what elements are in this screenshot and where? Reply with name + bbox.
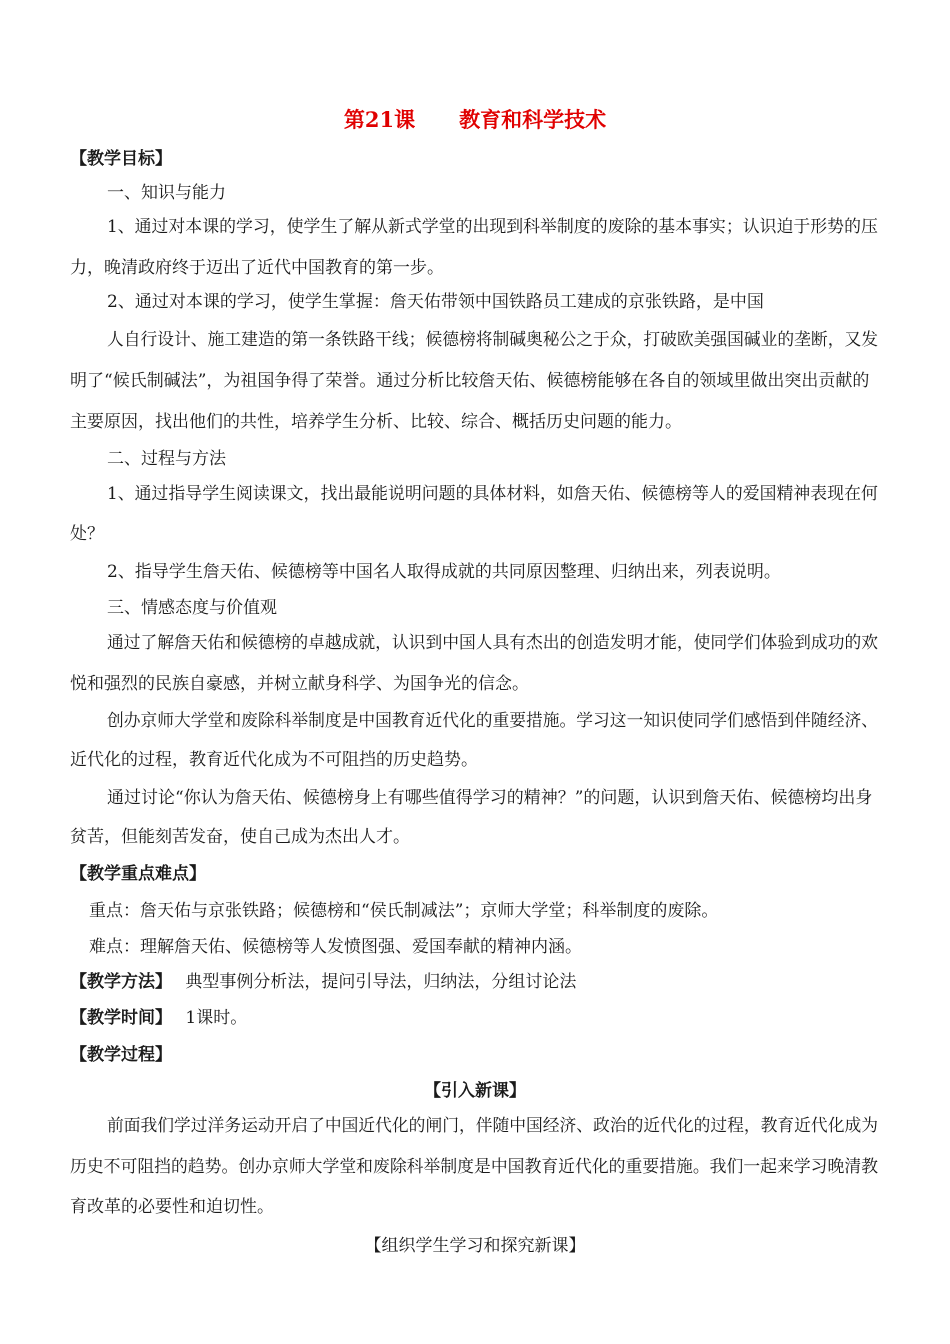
method-row	[70, 970, 576, 994]
paragraph-line: 2、指导学生詹天佑、候德榜等中国名人取得成就的共同原因整理、归纳出来，列表说明。	[107, 562, 781, 582]
time-heading: 【教学时间】	[70, 1008, 172, 1028]
lesson-subject: 教育和科学技术	[459, 107, 607, 132]
organize-heading: 【组织学生学习和探究新课】	[364, 1236, 586, 1256]
section-knowledge-heading: 一、知识与能力	[107, 183, 226, 203]
time-text: 1课时。	[185, 1008, 248, 1028]
lesson-title	[0, 106, 950, 134]
paragraph-line: 育改革的必要性和迫切性。	[70, 1197, 274, 1217]
time-row	[70, 1006, 247, 1030]
difficulty-text: 难点：理解詹天佑、候德榜等人发愤图强、爱国奉献的精神内涵。	[89, 937, 582, 957]
paragraph-line: 近代化的过程，教育近代化成为不可阻挡的历史趋势。	[70, 750, 478, 770]
paragraph-line: 前面我们学过洋务运动开启了中国近代化的闸门，伴随中国经济、政治的近代化的过程，教育近代化成为	[107, 1116, 878, 1136]
focus-text: 重点：詹天佑与京张铁路；候德榜和“侯氏制减法”；京师大学堂；科举制度的废除。	[89, 901, 719, 921]
paragraph-line: 2、通过对本课的学习，使学生掌握：詹天佑带领中国铁路员工建成的京张铁路，是中国	[107, 292, 764, 312]
method-heading: 【教学方法】	[70, 972, 172, 992]
key-points-heading: 【教学重点难点】	[70, 864, 206, 884]
lesson-number: 第21课	[343, 107, 416, 132]
paragraph-line: 处？	[70, 524, 104, 544]
objectives-heading: 【教学目标】	[70, 149, 172, 169]
paragraph-line: 贫苦，但能刻苦发奋，使自己成为杰出人才。	[70, 827, 410, 847]
section-values-heading: 三、情感态度与价值观	[107, 598, 277, 618]
paragraph-line: 主要原因，找出他们的共性，培养学生分析、比较、综合、概括历史问题的能力。	[70, 412, 682, 432]
paragraph-line: 历史不可阻挡的趋势。创办京师大学堂和废除科举制度是中国教育近代化的重要措施。我们一起来学习晚清教	[70, 1157, 879, 1177]
section-process-heading: 二、过程与方法	[107, 449, 226, 469]
paragraph-line: 1、通过指导学生阅读课文，找出最能说明问题的具体材料，如詹天佑、候德榜等人的爱国精神表现在何	[107, 484, 878, 504]
intro-heading: 【引入新课】	[424, 1081, 526, 1101]
process-heading: 【教学过程】	[70, 1045, 172, 1065]
paragraph-line: 悦和强烈的民族自豪感，并树立献身科学、为国争光的信念。	[70, 674, 529, 694]
method-text: 典型事例分析法，提问引导法，归纳法，分组讨论法	[185, 972, 577, 992]
paragraph-line: 明了“候氏制碱法”，为祖国争得了荣誉。通过分析比较詹天佑、候德榜能够在各自的领域里做出突出贡献的	[70, 371, 870, 391]
paragraph-line: 创办京师大学堂和废除科举制度是中国教育近代化的重要措施。学习这一知识使同学们感悟到伴随经济、	[107, 711, 878, 731]
paragraph-line: 通过讨论“你认为詹天佑、候德榜身上有哪些值得学习的精神？”的问题，认识到詹天佑、候德榜均出身	[107, 788, 873, 808]
paragraph-line: 1、通过对本课的学习，使学生了解从新式学堂的出现到科举制度的废除的基本事实；认识迫于形势的压	[107, 217, 878, 237]
paragraph-line: 人自行设计、施工建造的第一条铁路干线；候德榜将制碱奥秘公之于众，打破欧美强国碱业的垄断，又发	[107, 330, 878, 350]
paragraph-line: 通过了解詹天佑和候德榜的卓越成就，认识到中国人具有杰出的创造发明才能，使同学们体验到成功的欢	[107, 633, 878, 653]
paragraph-line: 力，晚清政府终于迈出了近代中国教育的第一步。	[70, 258, 444, 278]
